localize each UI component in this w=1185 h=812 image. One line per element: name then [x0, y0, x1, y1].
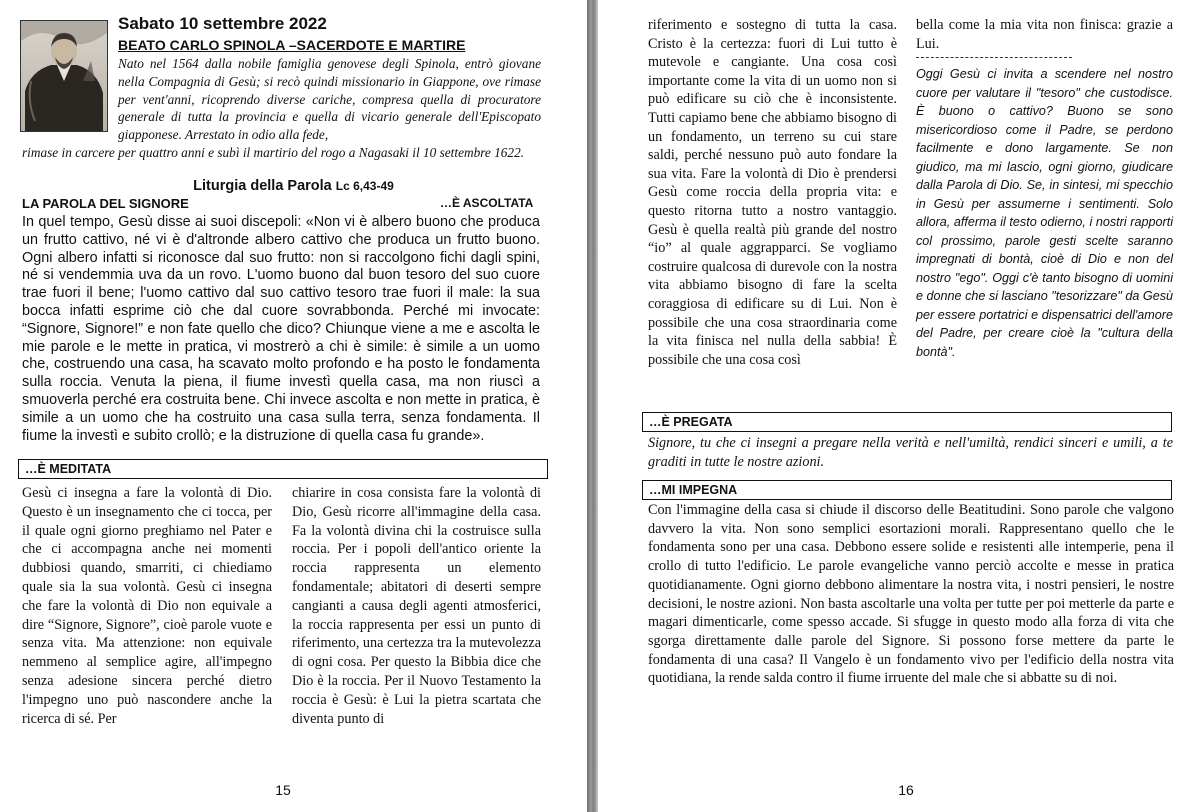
dashed-divider: [916, 57, 1072, 58]
impegna-text: Con l'immagine della casa si chiude il discorso delle Beatitudini. Sono parole che valgono davvero la vita. Non sono semplici esortazioni morali. Rappresentano quello che le fondamenta sono per una casa. Debbono essere solide e resistenti alle intemperie, pena il crollo di tutto l'edificio. Le parole evangeliche vanno perciò accolte e messe in pratica quotidianamente. Ogni giorno debbono alimentare la nostra vita, i nostri pensieri, le nostre decisioni, le nostre azioni. Non basta ascoltarle una volta per tutte per poi metterle da parte e magari dimenticarle, come spesso accade. Si sfugge in questo modo alla forza di vita che sgorga direttamente dalle parole del Signore. Si possono forse mettere da parte le fondamenta di una casa? Il Vangelo è un fondamento vivo per l'edificio della nostra vita quotidiana, la rende salda contro il fiume irruente del male che si abbatte su di noi.: [648, 502, 1174, 687]
book-gutter: [587, 0, 598, 812]
pregata-section-header: …È PREGATA: [642, 412, 1172, 432]
liturgy-title: Liturgia della Parola: [193, 178, 332, 194]
saint-portrait-image: [20, 20, 108, 132]
gospel-reference: Lc 6,43-49: [335, 179, 394, 193]
page-number: 15: [275, 782, 291, 798]
meditata-column-4: bella come la mia vita non finisca: grazie a Lui.: [916, 17, 1173, 52]
impegna-section-header: …MI IMPEGNA: [642, 480, 1172, 500]
meditata-column-3: riferimento e sostegno di tutta la casa. Cristo è la certezza: fuori di Lui tutto è mutevole e cangiante. Una cosa così importante come la vita di un uomo non si può edificare su ciò che è inconsistente. Tutti capiamo bene che abbiamo bisogno di un fondamento, un terreno su cui stare saldi, perché nessuno può auto fondare la sua vita. Fare la volontà di Dio è prendersi Gesù come roccia della propria vita: e questo ritorna tutto a nostro vantaggio. Gesù è quella realtà più grande del nostro “io” al quale aggrapparci. Se vogliamo costruire qualcosa di durevole con la nostra vita abbiamo bisogno di fare la scelta coraggiosa di edificare su di Lui. Non è possibile che una cosa straordinaria come la vita finisca nel nulla della sabbia! È possibile che una cosa così: [648, 17, 897, 368]
page-date-title: Sabato 10 settembre 2022: [118, 14, 327, 33]
prayer-text: Signore, tu che ci insegni a pregare nella verità e nell'umiltà, rendici sinceri e umili, a te graditi in tutte le nostre azioni.: [648, 435, 1173, 470]
reflection-text: Oggi Gesù ci invita a scendere nel nostro cuore per valutare il "tesoro" che custodisce. È buono o cattivo? Buono se sono misericordioso come il Padre, se perdono facilmente e dono largamente. Se non giudico, ma mi lascio, ogni giorno, giudicare dalla Parola di Dio. Se, in sintesi, mi specchio in Gesù per assumerne i sentimenti. Solo allora, afferma il testo odierno, i nostri rapporti col prossimo, parole gesti scelte saranno impregnati di bontà, cioè di Dio e non del nostro "ego". Oggi c'è tanto bisogno di uomini e donne che si lasciano "tesorizzare" da Gesù per essere portatrici e dispensatrici dell'amore del Padre, per creare cioè la "cultura della bontà".: [916, 67, 1173, 359]
liturgy-heading: [0, 178, 587, 194]
ascoltata-label: …È ASCOLTATA: [440, 196, 534, 210]
saint-biography-continued: rimase in carcere per quattro anni e subì il martirio del rogo a Nagasaki il 10 settembre 1622.: [22, 145, 525, 160]
saint-name-heading: BEATO CARLO SPINOLA –SACERDOTE E MARTIRE: [118, 37, 466, 53]
meditata-column-2: chiarire in cosa consista fare la volontà di Dio, Gesù ricorre all'immagine della casa. Fa la volontà divina chi la costruisce sulla roccia. Per i popoli dell'antico oriente la roccia rappresenta un elemento fondamentale; abitatori di deserti sempre cangianti a causa degli agenti atmosferici, la roccia rappresenta per essi un punto di riferimento, una certezza tra la mutevolezza di ogni cosa. Per questo la Bibbia dice che Dio è la roccia. Per il Nuovo Testamento la roccia è Gesù: è Lui la pietra scartata che diventa punto di: [292, 485, 541, 727]
parola-label: LA PAROLA DEL SIGNORE: [22, 196, 189, 211]
saint-biography: Nato nel 1564 dalla nobile famiglia genovese degli Spinola, entrò giovane nella Compagnia di Gesù; si recò quindi missionario in Giappone, ove rimase per vent'anni, ricoprendo diverse cariche, compresa quella di procuratore generale di tutta la provincia e quella di vicario generale dell'Episcopato giapponese. Arrestato in odio alla fede,: [118, 56, 541, 143]
meditata-column-1: Gesù ci insegna a fare la volontà di Dio. Questo è un insegnamento che ci tocca, per il quale ogni giorno preghiamo nel Pater e che ci accompagna anche nei momenti dubbiosi quando, smarriti, ci chiediamo quale sia la sua volontà. Gesù ci insegna che fare la volontà di Dio non equivale a dire “Signore, Signore”, cioè parole vuote e senza vita. Ma attenzione: non equivale nemmeno al semplice agire, all'impegno senza adesione sincera perché dietro l'impegno uno può nascondere anche la ricerca di sé. Per: [22, 485, 272, 727]
right-page: [598, 0, 1185, 812]
page-number: 16: [898, 782, 914, 798]
portrait-illustration: [21, 21, 107, 131]
left-page: [0, 0, 587, 812]
meditata-section-header: …È MEDITATA: [18, 459, 548, 479]
gospel-text: In quel tempo, Gesù disse ai suoi discepoli: «Non vi è albero buono che produca un frutto cattivo, né vi è d'altronde albero cattivo che produca un frutto buono. Ogni albero infatti si riconosce dal suo frutto: non si raccolgono fichi dagli spini, né si vendemmia uva da un rovo. L'uomo buono dal buon tesoro del suo cuore trae fuori il bene; l'uomo cattivo dal suo cattivo tesoro trae fuori il male: la sua bocca infatti esprime ciò che dal cuore sovrabbonda. Perché mi invocate: “Signore, Signore!” e non fate quello che dico? Chiunque viene a me e ascolta le mie parole e le mette in pratica, vi mostrerò a chi è simile: è simile a un uomo che, costruendo una casa, ha scavato molto profondo e ha posto le fondamenta sulla roccia. Venuta la piena, il fiume investì quella casa, ma non riuscì a smuoverla perché era costruita bene. Chi invece ascolta e non mette in pratica, è simile a un uomo che ha costruito una casa sulla terra, senza fondamenta. Il fiume la investì e subito crollò; e la distruzione di quella casa fu grande».: [22, 214, 540, 444]
